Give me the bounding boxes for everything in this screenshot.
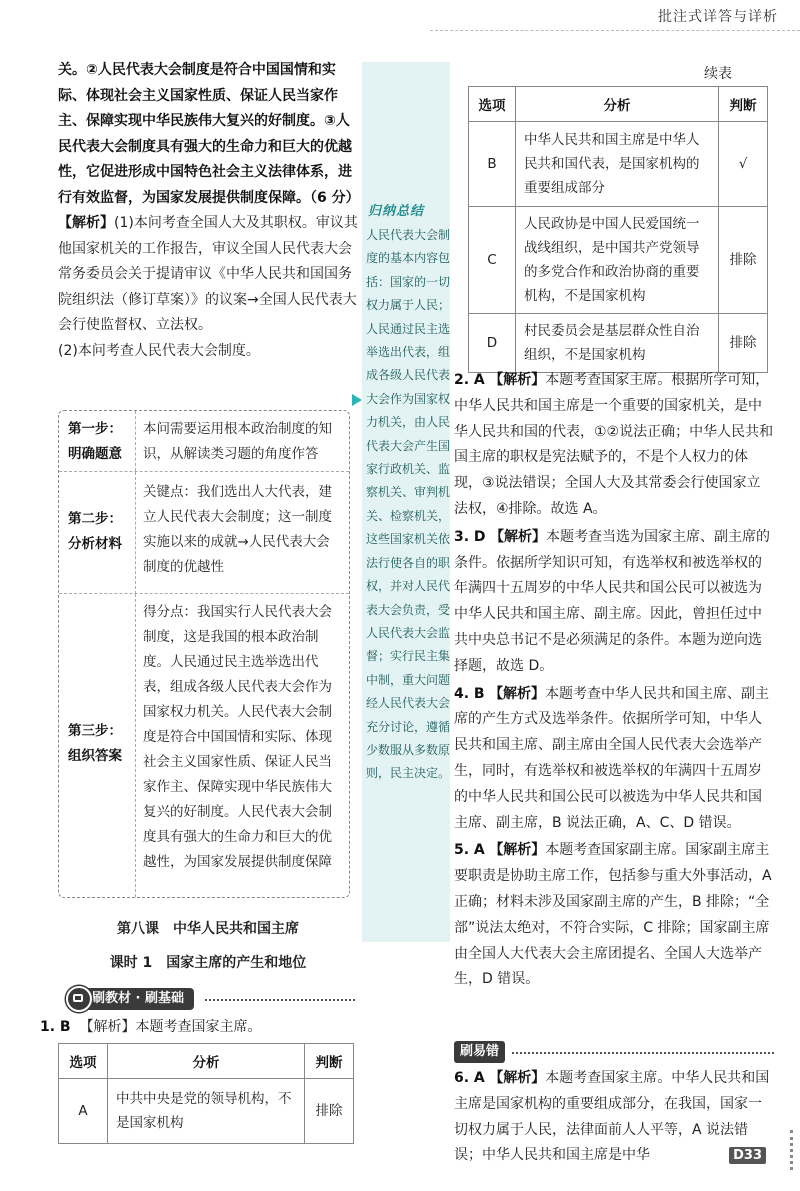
step-2-text: 关键点：我们选出人大代表，建立人民代表大会制度；这一制度实施以来的成就→人民代表大会制度的优越性 — [143, 484, 332, 575]
badge2-dotted-line — [512, 1052, 774, 1054]
answer-block: 关。②人民代表大会制度是符合中国国情和实际、体现社会主义国家性质、保证人民当家作主、保障实现中华民族伟大复兴的好制度。③人民代表大会制度具有强大的生命力和巨大的优越性，它促进形成中国特色社会主义法律体系，进行有效监督，为国家发展提供制度保障。（6 分） — [58, 62, 360, 206]
answer-6: 6. A 【解析】本题考查国家主席。中华人民共和国主席是国家机构的重要组成部分，在我国，国家一切权力属于人民，法律面前人人平等，A 说法错误；中华人民共和国主席是中华 — [454, 1070, 770, 1164]
answer-5: 5. A 【解析】本题考查国家副主席。国家副主席主要职责是协助主席工作，包括参与重大外事活动，A 正确；材料未涉及国家副主席的产生，B 排除；“全部”说法太绝对，不符合实际，C 排除；国家副主席由全国人大代表大会主席团提名、全国人大选举产生，D 错误。 — [454, 842, 772, 988]
sidebar-title: 归纳总结 — [368, 204, 425, 219]
answers-column — [454, 368, 774, 993]
table-row: D 村民委员会是基层群众性自治组织，不是国家机构 排除 — [469, 314, 768, 373]
answer-2: 2. A 【解析】本题考查国家主席。根据所学可知，中华人民共和国主席是一个重要的国家机关，是中华人民共和国的代表，①②说法正确；中华人民共和国主席的职权是宪法赋予的，不是个人权力的体现，③说法错误；全国人大及其常委会行使国家立法权，④排除。故选 A。 — [454, 372, 774, 517]
step-1-text: 本问需要运用根本政治制度的知识，从解读类习题的角度作答 — [143, 421, 332, 462]
steps-box — [58, 410, 350, 898]
step-1-label: 第一步： 明确题意 — [68, 421, 122, 462]
continued-table-label: 续表 — [704, 66, 732, 82]
lesson-title: 课时 1 国家主席的产生和地位 — [109, 955, 307, 971]
table-2: 选项 分析 判断 B 中华人民共和国主席是中华人民共和国代表，是国家机构的重要组成部分 √ C 人民政协是中国人民爱国统一战线组织，是中国共产党领导的多党合作和政治协商的重要机构，不是国家机构 排除 D 村民委员会是基层群众性自治组织，不是国家机构 排除 — [468, 86, 768, 373]
question-1: 1. B 【解析】本题考查国家主席。 — [40, 1019, 262, 1035]
section-badge: 刷教材 · 刷基础 — [68, 988, 194, 1010]
chapter-title: 第八课 中华人民共和国主席 — [117, 921, 299, 937]
sidebar-pointer-icon — [352, 394, 362, 406]
answer-4: 4. B 【解析】本题考查中华人民共和国主席、副主席的产生方式及选举条件。依据所学可知，中华人民共和国主席、副主席由全国人民代表大会选举产生，同时，有选举权和被选举权的年满四十五周岁的中华人民共和国公民可以被选为中华人民共和国主席、副主席，B 说法正确，A、C、D 错误。 — [454, 685, 770, 831]
analysis-paragraph — [58, 211, 358, 339]
step-3-label: 第三步： 组织答案 — [68, 723, 122, 764]
page-number: D33 — [729, 1147, 766, 1164]
step-3 — [59, 593, 349, 900]
book-icon — [66, 986, 92, 1012]
step-2-label: 第二步： 分析材料 — [68, 511, 122, 552]
badge-dotted-line — [205, 999, 355, 1001]
header-divider — [430, 30, 800, 31]
step-1 — [59, 411, 349, 471]
table-row: C 人民政协是中国人民爱国统一战线组织，是中国共产党领导的多党合作和政治协商的重要机构，不是国家机构 排除 — [469, 207, 768, 314]
step-3-text: 得分点：我国实行人民代表大会制度，这是我国的根本政治制度。人民通过民主选举选出代表，组成各级人民代表大会作为国家权力机关。人民代表大会制度是符合中国国情和实际、体现社会主义国家性质、保证人民当家作主、保障实现中华民族伟大复兴的好制度。人民代表大会制度具有强大的生命力和巨大的优越性，为国家发展提供制度保障 — [143, 604, 332, 870]
analysis-part-1: (1)本问考查全国人大及其职权。审议其他国家机关的工作报告，审议全国人民代表大会常务委员会关于提请审议《中华人民共和国国务院组织法（修订草案）》的议案→全国人民代表大会行使监督权、立法权。 — [58, 215, 358, 333]
table-row: A 中共中央是党的领导机构，不是国家机构 排除 — [59, 1079, 354, 1144]
step-2 — [59, 471, 349, 594]
error-prone-badge: 刷易错 — [454, 1041, 505, 1063]
analysis-label: 【解析】 — [58, 215, 114, 231]
table-1: 选项 分析 判断 A 中共中央是党的领导机构，不是国家机构 排除 — [58, 1043, 354, 1144]
answer-3: 3. D 【解析】本题考查当选为国家主席、副主席的条件。依据所学知识可知，有选举权和被选举权的年满四十五周岁的中华人民共和国公民可以被选为中华人民共和国主席、副主席。因此，曾担任过中共中央总书记不是必须满足的条件。本题为逆向选择题，故选 D。 — [454, 528, 771, 674]
running-header: 批注式详答与详析 — [658, 9, 778, 25]
sidebar-text: 人民代表大会制度的基本内容包括：国家的一切权力属于人民；人民通过民主选举选出代表，组成各级人民代表大会作为国家权力机关，由人民代表大会产生国家行政机关、监察机关、审判机关、检察机关，这些国家机关依法行使各自的职权，并对人民代表大会负责，受人民代表大会监督；实行民主集中制，重大问题经人民代表大会充分讨论，遵循少数服从多数原则，民主决定。 — [366, 228, 451, 781]
binding-marks — [790, 1130, 796, 1170]
left-column — [58, 58, 358, 364]
analysis-part-2: (2)本问考查人民代表大会制度。 — [58, 342, 260, 359]
table-row: B 中华人民共和国主席是中华人民共和国代表，是国家机构的重要组成部分 √ — [469, 122, 768, 207]
